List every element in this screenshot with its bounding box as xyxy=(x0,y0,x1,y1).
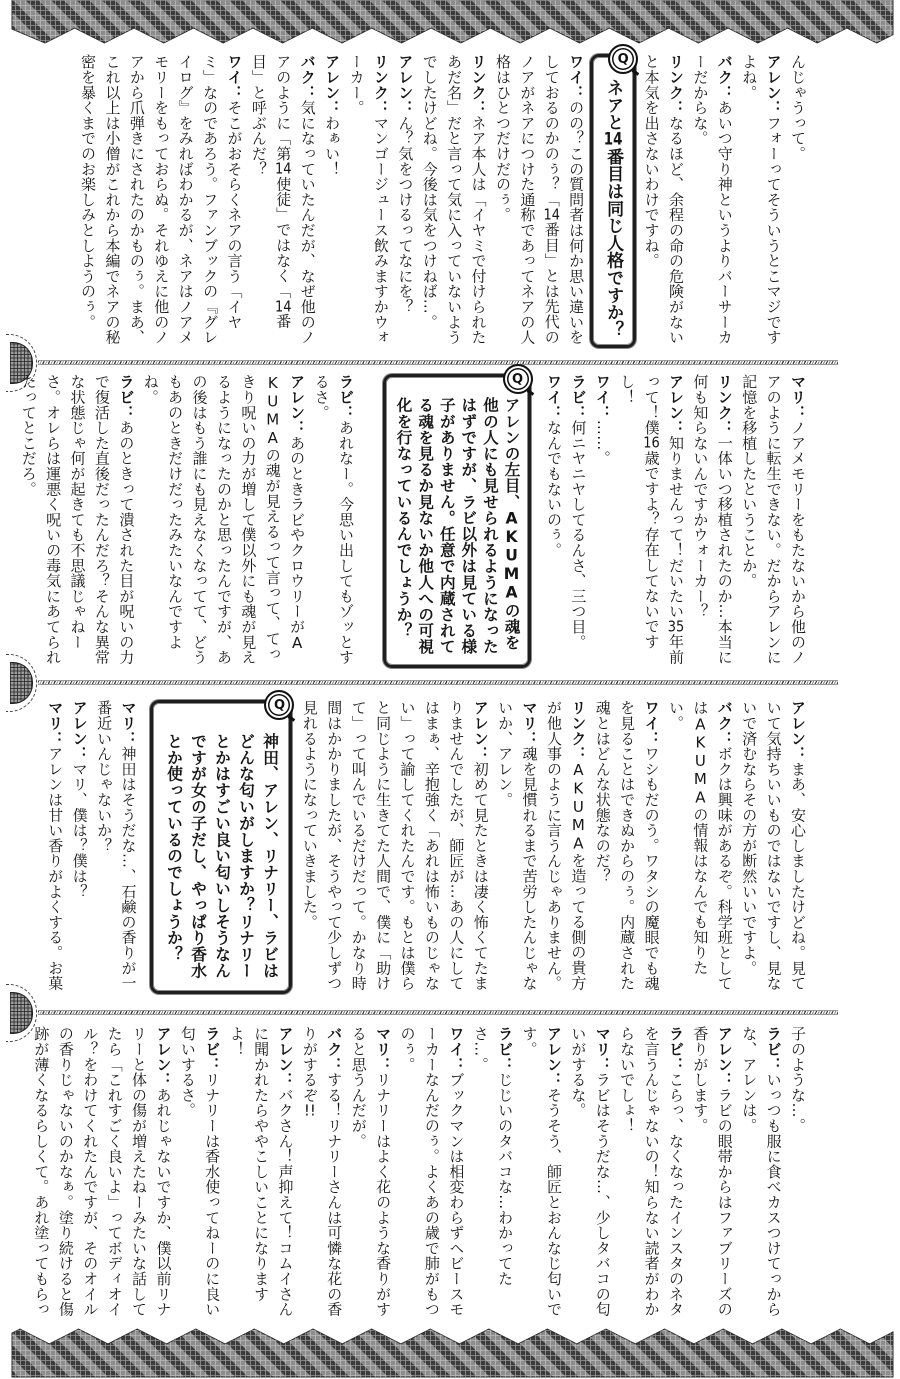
q-badge-icon: Q xyxy=(608,44,638,74)
question-box xyxy=(150,697,292,994)
qa-section-1 xyxy=(40,51,810,348)
speaker-label: アレン： xyxy=(276,1026,295,1088)
dialogue-line xyxy=(344,54,393,348)
dialogue-text: のの？この質問者は何か思い違いをしておるのかのぅ？「14番目」とは先代のノアがネアにつけた通称であってネアの人格はひとつだけだのぅ。 xyxy=(493,54,586,345)
dialogue-line xyxy=(688,54,737,348)
speaker-label: マリ： xyxy=(119,700,138,746)
dialogue-text: リナリーは香水使ってねーのに良い匂いするさ。 xyxy=(178,1026,222,1317)
speaker-label: アレン： xyxy=(288,374,307,436)
dialogue-text: んじゃうって。 xyxy=(789,54,807,162)
dialogue-line xyxy=(542,374,566,668)
dialogue-text: いっつも服に食べカスつけてっからな、アレンは。 xyxy=(740,1026,783,1317)
dialogue-line xyxy=(542,700,591,994)
dialogue-text: 知りませんって！だいたい35年前って！僕16歳ですよ？存在してないですし！ xyxy=(618,374,685,665)
dialogue-text: こらっ、なくなったインスタのネタを言うんじゃないの！知らない読者がわからないでしょ！ xyxy=(618,1026,685,1317)
dialogue-line xyxy=(175,1026,224,1320)
speaker-label: アレン： xyxy=(471,700,490,762)
dialogue-line xyxy=(639,54,688,348)
dialogue-text: 気になっていたんだが、なぜ他のノアのように「第14使徒」ではなく「14番目」と呼ぶんだ？ xyxy=(249,54,317,345)
speaker-label: リンク： xyxy=(469,54,488,116)
speaker-label: マリ： xyxy=(46,700,65,746)
question-text: ネアと14番目は同じ人格ですか？ xyxy=(603,79,624,339)
qa-section-4 xyxy=(32,1026,810,1320)
dialogue-line xyxy=(786,1026,810,1320)
dialogue-text: バクさん！声抑えて！コムイさんに聞かれたらややこしいことになりますよ！ xyxy=(227,1026,295,1317)
dialogue-line xyxy=(566,1026,615,1320)
dialogue-text: ブックマンは相変わらずヘビースモーカーなんだのぅ。よくあの歳で肺がもつのぅ。 xyxy=(398,1026,466,1317)
dialogue-line xyxy=(566,374,590,668)
dialogue-text: する！リナリーさんは可憐な花の香りがするぞ!! xyxy=(300,1026,344,1317)
speaker-label: リンク： xyxy=(371,54,390,116)
speaker-label: ワイ： xyxy=(593,374,612,420)
dialogue-text: じじいのタバコな…わかってたさ…。 xyxy=(471,1026,515,1287)
question-text: アレンの左目、AKUMAの魂を他の人にも見せられるようになったはずですが、ラビ以外は見ている様子がありません。任意で内蔵されてる魂を見るか見ないか他人への可視化を行なっているんでしょうか？ xyxy=(394,397,521,655)
speaker-label: アレン： xyxy=(764,54,783,116)
speaker-label: ワイ： xyxy=(642,700,661,746)
dialogue-line xyxy=(590,374,614,668)
dialogue-line xyxy=(517,1026,566,1320)
dialogue-line xyxy=(224,1026,297,1320)
dialogue-line xyxy=(395,1026,468,1320)
dialogue-text: 神田はそうだな…、石鹸の香りが一番近いんじゃないか？ xyxy=(95,700,138,991)
qa-section-2 xyxy=(19,371,810,668)
dialogue-text: わぁい！ xyxy=(323,115,342,177)
speaker-label: マリ： xyxy=(789,374,807,420)
rope-divider xyxy=(38,680,838,685)
dialogue-line xyxy=(688,374,737,668)
speaker-label: マリ： xyxy=(593,1026,612,1072)
speaker-label: リンク： xyxy=(715,374,734,436)
speaker-label: ラビ： xyxy=(336,374,355,420)
speaker-label: アレン： xyxy=(666,374,685,436)
dialogue-line xyxy=(297,1026,346,1320)
dialogue-line xyxy=(664,700,737,994)
q-badge-icon: Q xyxy=(264,690,294,720)
dialogue-line xyxy=(590,700,663,994)
dialogue-line xyxy=(737,54,786,348)
speaker-label: アレン： xyxy=(70,700,89,762)
top-plaid-zigzag-border xyxy=(0,0,900,46)
dialogue-line xyxy=(737,700,810,994)
dialogue-line xyxy=(320,54,344,348)
dialogue-line xyxy=(43,700,67,994)
dialogue-line xyxy=(346,1026,395,1320)
qa-section-3 xyxy=(40,697,810,994)
dialogue-text: 魂を見慣れるまで苦労したんじゃないか、アレン。 xyxy=(496,700,539,991)
dialogue-text: ボクは興味があるぞ。科学班としてはAKUMAの情報はなんでも知りたい。 xyxy=(666,700,734,991)
dialogue-line xyxy=(138,374,309,668)
dialogue-text: ネア本人は「イヤミで付けられたあだ名」だと言って気に入っていないようでしたけどね。今後は気をつけねば…。 xyxy=(420,54,488,345)
dialogue-text: アレンは甘い香りがよくする。お菓 xyxy=(46,745,65,991)
speaker-label: リンク： xyxy=(666,54,685,116)
dialogue-text: まあ、安心しましたけどね。見ていて気持ちいいものではないですし、見ないで済むならその方が断然いいですよ。 xyxy=(740,700,807,991)
dialogue-text: あれじゃないですか、僕以前リナリーと体の傷が増えたねーみたいな話してたら「これすごく良いよ」ってボディオイル？をわけてくれたんですが、そのオイルの香りじゃないのかなぁ。塗り続けると傷跡が薄くなるらしくて。あれ塗ってもらっ xyxy=(32,1026,173,1317)
speaker-label: アレン： xyxy=(715,1026,734,1088)
dialogue-text: そこがおそらくネアの言う「イヤミ」なのであろう。ファンブックの『グレイログ』をみればわかるが、ネアはノアメモリーをもっておらぬ。それゆえに他のノアから爪弾きにされたのかものぅ。まあ、これ以上は小僧がこれから本編でネアの秘密を暴くまでのお楽しみとしようのぅ。 xyxy=(79,54,244,345)
speaker-label: ラビ： xyxy=(117,374,136,420)
dialogue-line xyxy=(67,700,91,994)
question-text: 神田、アレン、リナリー、ラビはどんな匂いがしますか？リナリーとかはすごい良い匂いしそうなんですが女の子だし、やっぱり香水とか使っているのでしょうか？ xyxy=(164,733,280,979)
dialogue-line xyxy=(417,54,490,348)
speaker-label: アレン： xyxy=(396,54,415,116)
dialogue-text: あのときって潰された目が呪いの力で復活した直後だったんだろ？そんな異常な状態じゃ何が起きても不思議じゃねーさ。オレらは運悪く呪いの毒気にあてられたってとこだろ。 xyxy=(19,374,136,665)
dialogue-line xyxy=(29,1026,175,1320)
speaker-label: ワイ： xyxy=(544,374,563,420)
dialogue-line xyxy=(737,374,810,668)
dialogue-line xyxy=(786,54,810,348)
speaker-label: リンク： xyxy=(569,700,588,762)
dialogue-text: あのときラビやクロウリーがAKUMAの魂が見えるって言って、てっきり呪いの力が増して僕以外にも魂が見えるようになったのかと思ったんですが、あの後はもう誰にも見えなくなってて、どうもあのときだけだったみたいなんですよね。 xyxy=(141,374,307,665)
question-box xyxy=(383,371,531,668)
speaker-label: バク： xyxy=(715,54,734,100)
dialogue-text: ……。 xyxy=(593,419,612,466)
speaker-label: ラビ： xyxy=(203,1026,222,1072)
speaker-label: ワイ： xyxy=(447,1026,466,1072)
dialogue-line xyxy=(688,1026,737,1320)
dialogue-line xyxy=(309,374,358,668)
dialogue-text: フォーってそういうとこマジですよね。 xyxy=(740,54,783,345)
speaker-label: ラビ： xyxy=(496,1026,515,1072)
dialogue-line xyxy=(16,374,138,668)
dialogue-text: なるほど、余程の命の危険がないと本気を出さないわけですね。 xyxy=(642,54,685,345)
speaker-label: バク： xyxy=(715,700,734,746)
dialogue-line xyxy=(76,54,247,348)
speaker-label: アレン： xyxy=(323,54,342,116)
dialogue-line xyxy=(297,700,492,994)
dialogue-line xyxy=(491,54,589,348)
speaker-label: マリ： xyxy=(374,1026,393,1072)
question-box xyxy=(590,51,636,348)
dialogue-line xyxy=(393,54,417,348)
dialogue-text: リナリーはよく花のような香りがすると思うんだが。 xyxy=(349,1026,393,1317)
dialogue-text: AKUMAを造ってる側の貴方が他人事のように言うんじゃありません。 xyxy=(544,700,588,991)
dialogue-text: 何ニヤニヤしてるんさ、三つ目。 xyxy=(569,419,588,650)
dialogue-line xyxy=(92,700,141,994)
speaker-label: マリ： xyxy=(520,700,539,746)
dialogue-text: あいつ守り神というよりバーサーカーだからな。 xyxy=(691,54,734,345)
dialogue-line xyxy=(737,1026,786,1320)
dialogue-text: ラビはそうだな…、少しタバコの匂いがするな。 xyxy=(569,1026,612,1317)
q-badge-icon: Q xyxy=(503,364,533,394)
speaker-label: バク： xyxy=(298,54,317,100)
dialogue-text: マンゴージュース飲みますかウォーカー。 xyxy=(347,54,390,345)
speaker-label: アレン： xyxy=(789,700,807,762)
speaker-label: ワイ： xyxy=(567,54,586,100)
dialogue-line xyxy=(615,374,688,668)
dialogue-text: ラビの眼帯からはファブリーズの香りがします。 xyxy=(691,1026,734,1317)
speaker-label: ラビ： xyxy=(764,1026,783,1072)
bottom-plaid-zigzag-border xyxy=(0,1320,900,1379)
dialogue-text: ノアメモリーをもたないから他のノアのように転生できない。だからアレンに記憶を移植したということか。 xyxy=(740,374,807,665)
dialogue-text: ん？気をつけるってなにを？ xyxy=(396,115,415,315)
dialogue-text: あれなー。今思い出してもゾッとするさ。 xyxy=(312,374,355,665)
speaker-label: ワイ： xyxy=(225,54,244,100)
dialogue-text: 子のような…。 xyxy=(789,1026,807,1134)
dialogue-line xyxy=(246,54,319,348)
dialogue-line xyxy=(468,1026,517,1320)
rope-divider xyxy=(38,360,838,365)
dialogue-text: マリ、僕は？僕は？ xyxy=(70,761,89,899)
speaker-label: バク： xyxy=(325,1026,344,1072)
dialogue-line xyxy=(493,700,542,994)
speaker-label: ラビ： xyxy=(666,1026,685,1072)
speaker-label: アレン： xyxy=(544,1026,563,1088)
dialogue-text: 初めて見たときは凄く怖くてたまりませんでしたが、師匠が…あの人にしてはまぁ、辛抱強く「あれは怖いものじゃない」って諭してくれたんです。もとは僕らと同じように生きてた人間で、僕に「助けて」って叫んでいるだけだって。かなり時間はかかりましたが、そうやって少しずつ見れるようになっていきました。 xyxy=(300,700,490,991)
dialogue-line xyxy=(615,1026,688,1320)
rope-divider xyxy=(38,1010,838,1015)
speaker-label: アレン： xyxy=(154,1026,173,1088)
dialogue-text: 一体いつ移植されたのか…本当に何も知らないんですかウォーカー？ xyxy=(691,374,734,665)
dialogue-text: そうそう、師匠とおんなじ匂いです。 xyxy=(520,1026,563,1317)
dialogue-text: ワシもだのう。ワタシの魔眼でも魂を見ることはできぬからのぅ。内蔵された魂とはどんな状態なのだ？ xyxy=(593,700,661,991)
dialogue-text: なんでもないのぅ。 xyxy=(544,419,563,558)
speaker-label: ラビ： xyxy=(569,374,588,420)
